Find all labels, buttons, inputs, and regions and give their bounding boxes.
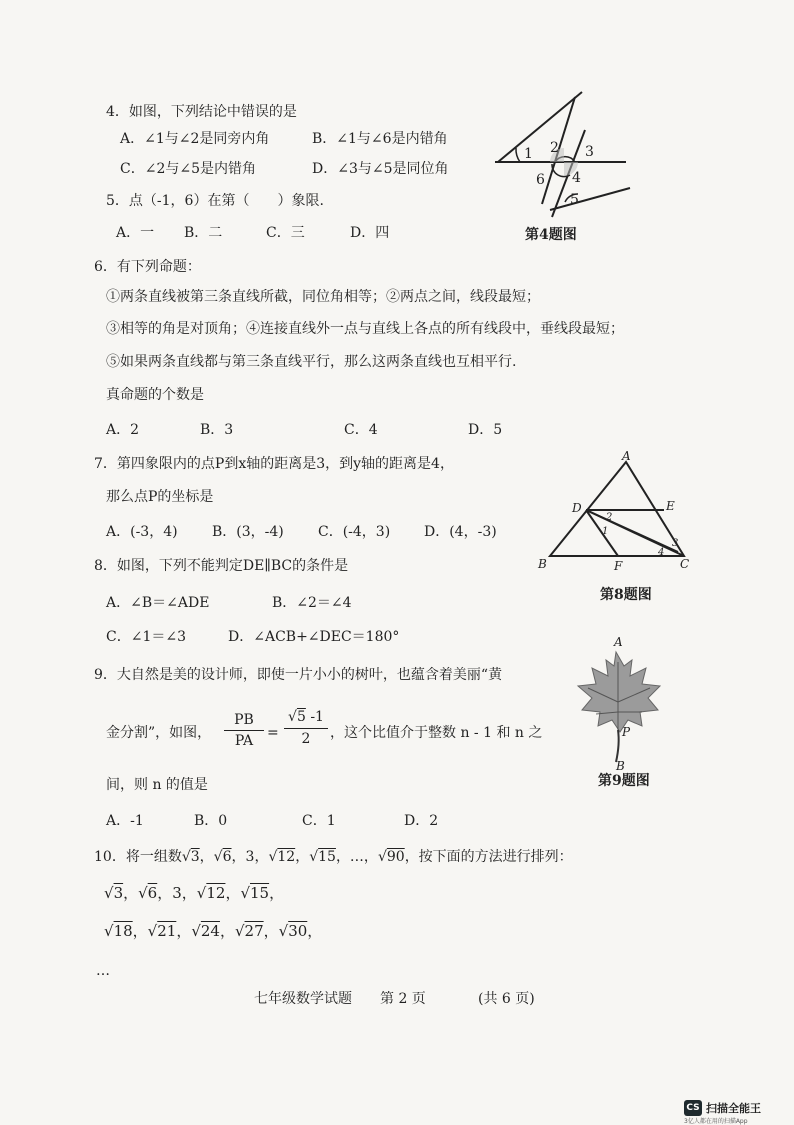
q9-label-a: A [614, 635, 623, 649]
q10-row2-item-3: 24 [200, 922, 220, 940]
q10-row2-item-2: 21 [157, 922, 177, 940]
q8-option-a: A．∠B＝∠ADE [106, 595, 210, 611]
q6-option-d: D．5 [468, 422, 503, 438]
q8-figure-caption: 第8题图 [600, 587, 652, 603]
q6-question: 真命题的个数是 [106, 387, 204, 403]
q10-plain-3: 3 [245, 849, 255, 865]
q10-stem-post: ，按下面的方法进行排列： [404, 849, 573, 865]
q9-value-denominator: 2 [301, 731, 311, 747]
q7-stem-2: 那么点P的坐标是 [106, 489, 214, 505]
q4-angle-3: 3 [585, 144, 594, 160]
q4-angle-5: 5 [570, 192, 579, 208]
q9-ratio-denominator: PA [234, 733, 254, 749]
q10-row1-item-1: 3 [113, 884, 124, 902]
q10-row2-item-4: 27 [244, 922, 264, 940]
q8-label-f: F [614, 559, 623, 573]
q6-line-1: ①两条直线被第三条直线所截，同位角相等；②两点之间，线段最短； [106, 289, 540, 305]
q7-stem: 7．第四象限内的点P到x轴的距离是3，到y轴的距离是4， [94, 456, 454, 472]
q8-label-e: E [666, 499, 675, 513]
q9-stem: 9．大自然是美的设计师，即使一片小小的树叶，也蕴含着美丽“黄 [94, 667, 503, 683]
q9-option-d: D．2 [404, 813, 439, 829]
q8-option-c: C．∠1＝∠3 [106, 629, 186, 645]
q9-value-fraction [284, 707, 328, 748]
q5-stem: 5．点（-1，6）在第（ ）象限. [106, 193, 324, 209]
q4-option-d: D．∠3与∠5是同位角 [312, 161, 449, 177]
q6-stem: 6．有下列命题： [94, 259, 201, 275]
q9-line-3: 间，则 n 的值是 [106, 777, 208, 793]
q7-option-c: C．(-4，3) [318, 524, 391, 540]
q9-option-a: A．-1 [106, 813, 144, 829]
q8-angle-3: 3 [672, 538, 679, 549]
footer-page: 第 2 页 [380, 991, 426, 1007]
q4-angle-6: 6 [536, 172, 545, 188]
q6-line-3: ⑤如果两条直线都与第三条直线平行，那么这两条直线也互相平行. [106, 354, 517, 370]
q10-row1-item-5: 15 [250, 884, 270, 902]
q8-option-b: B．∠2＝∠4 [272, 595, 352, 611]
q4-angle-1: 1 [524, 146, 533, 162]
q4-option-b: B．∠1与∠6是内错角 [312, 131, 448, 147]
q8-label-b: B [538, 557, 547, 571]
q5-option-a: A．一 [116, 225, 155, 241]
q6-line-2: ③相等的角是对顶角；④连接直线外一点与直线上各点的所有线段中，垂线段最短； [106, 321, 624, 337]
q9-line2-post: ，这个比值介于整数 n - 1 和 n 之 [330, 725, 543, 741]
q4-option-a: A．∠1与∠2是同旁内角 [120, 131, 270, 147]
scanner-brand-name: 扫描全能王 [706, 1102, 761, 1115]
q8-label-c: C [680, 557, 690, 571]
q9-leaf-figure [568, 632, 668, 772]
q8-stem: 8．如图，下列不能判定DE∥BC的条件是 [94, 558, 349, 574]
q4-figure [490, 92, 640, 217]
q8-figure [536, 449, 696, 574]
q7-option-a: A．(-3，4) [106, 524, 178, 540]
footer-total: (共 6 页) [478, 991, 535, 1007]
q4-angle-2: 2 [550, 140, 559, 156]
q4-option-c: C．∠2与∠5是内错角 [120, 161, 256, 177]
q10-row-2: √18，√21，√24，√27，√30， [104, 922, 323, 940]
q10-root-4: √12 [268, 849, 296, 865]
q9-sqrt-radicand: 5 [296, 709, 306, 725]
q4-figure-caption: 第4题图 [525, 227, 577, 243]
scanner-logo-icon: CS [684, 1100, 702, 1116]
q4-stem: 4．如图，下列结论中错误的是 [106, 104, 297, 120]
q6-option-b: B．3 [200, 422, 234, 438]
q9-label-b: B [616, 759, 625, 773]
q9-ratio-numerator: PB [234, 712, 254, 728]
q10-stem-pre: 10．将一组数 [94, 849, 182, 865]
q5-option-c: C．三 [266, 225, 305, 241]
q10-stem: 10．将一组数√3，√6，3，√12，√15，…，√90，按下面的方法进行排列： [94, 849, 573, 865]
q8-label-d: D [572, 501, 582, 515]
q9-option-b: B．0 [194, 813, 228, 829]
q7-option-d: D．(4，-3) [424, 524, 497, 540]
q8-angle-1: 1 [602, 526, 609, 537]
q10-row2-item-1: 18 [113, 922, 133, 940]
q5-option-d: D．四 [350, 225, 390, 241]
q10-root-2: √6 [213, 849, 232, 865]
q8-angle-4: 4 [658, 547, 665, 558]
q9-equals: = [267, 725, 279, 741]
q10-row2-item-5: 30 [288, 922, 308, 940]
q4-angle-4: 4 [572, 170, 581, 186]
q7-option-b: B．(3，-4) [212, 524, 284, 540]
q8-label-a: A [622, 449, 631, 463]
q6-option-c: C．4 [344, 422, 378, 438]
q10-row1-item-4: 12 [206, 884, 226, 902]
q6-option-a: A．2 [106, 422, 140, 438]
leaf-shape [578, 652, 660, 732]
q10-row1-item-2: 6 [147, 884, 158, 902]
q9-figure-caption: 第9题图 [598, 773, 650, 789]
q8-option-d: D．∠ACB+∠DEC＝180° [228, 629, 400, 645]
q10-root-1: √3 [181, 849, 200, 865]
q9-label-p: P [622, 725, 631, 739]
q9-numerator-rest: -1 [305, 709, 324, 725]
q10-row1-item-3: 3 [172, 884, 182, 902]
q9-option-c: C．1 [302, 813, 336, 829]
q9-line2-pre: 金分割”，如图， [106, 725, 212, 741]
scanner-tagline: 3亿人都在用的扫描App [684, 1118, 748, 1125]
q8-angle-2: 2 [606, 512, 613, 523]
q9-sqrt-symbol: √ [288, 709, 297, 725]
q10-ellipsis: … [96, 963, 110, 979]
scanner-watermark [684, 1100, 794, 1125]
q10-root-5: √15 [309, 849, 336, 865]
q10-row-1: √3，√6，3，√12，√15， [104, 884, 285, 902]
q9-ratio-fraction [224, 711, 264, 750]
footer-subject: 七年级数学试题 [254, 991, 352, 1007]
q10-root-last: √90 [377, 849, 405, 865]
q5-option-b: B．二 [184, 225, 223, 241]
